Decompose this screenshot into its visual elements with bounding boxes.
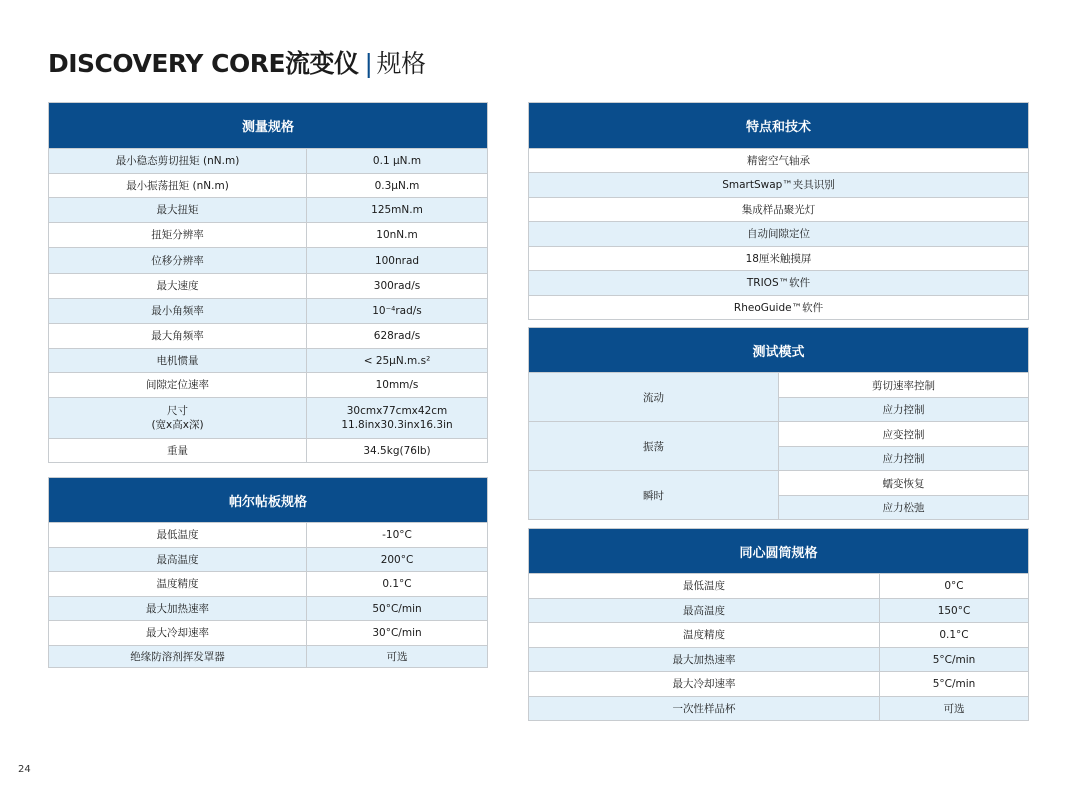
mode-group	[529, 470, 1028, 519]
table-row	[49, 547, 487, 571]
row-label: 最大扭矩	[49, 198, 307, 222]
mode-item: 应力松弛	[779, 495, 1028, 519]
test-modes-table	[528, 327, 1029, 520]
row-value: 0.1°C	[382, 578, 412, 590]
mode-item: 蠕变恢复	[779, 471, 1028, 495]
row-value-line1: 30cmx77cmx42cm	[346, 405, 448, 417]
table-row	[49, 571, 487, 596]
page-number: 24	[18, 764, 31, 775]
table-row	[49, 438, 487, 462]
row-value	[307, 398, 487, 438]
table-row	[49, 522, 487, 547]
mode-group-name: 流动	[529, 373, 779, 421]
measurement-spec-header: 测量规格	[49, 103, 487, 148]
table-row	[49, 197, 487, 222]
row-label: 一次性样品杯	[529, 697, 880, 720]
measurement-spec-table	[48, 102, 488, 463]
row-value: 可选	[386, 650, 408, 663]
row-label: 最小角频率	[49, 299, 307, 323]
mode-group	[529, 421, 1028, 470]
table-row	[49, 173, 487, 197]
list-item	[529, 148, 1028, 172]
mode-group-name: 瞬时	[529, 471, 779, 519]
row-value: 150°C	[937, 604, 971, 617]
table-row	[529, 647, 1028, 671]
table-row	[49, 645, 487, 667]
feature-label: RheoGuide™软件	[733, 301, 824, 314]
row-label: 最高温度	[529, 599, 880, 622]
table-row	[49, 298, 487, 323]
table-row	[529, 598, 1028, 622]
row-value: 50°C/min	[372, 602, 422, 615]
row-label: 位移分辨率	[49, 248, 307, 273]
table-row	[49, 397, 487, 438]
concentric-spec-table	[528, 528, 1029, 721]
list-item	[529, 246, 1028, 270]
row-label: 最高温度	[49, 548, 307, 571]
feature-label: 自动间隙定位	[747, 228, 810, 240]
list-item	[529, 295, 1028, 319]
list-item	[529, 221, 1028, 246]
table-row	[529, 573, 1028, 598]
row-label: 最大速度	[49, 274, 307, 298]
row-value: 125mN.m	[371, 204, 423, 216]
title-separator: |	[364, 49, 373, 78]
feature-label: TRIOS™软件	[746, 277, 811, 289]
row-label: 间隙定位速率	[49, 373, 307, 397]
table-row	[49, 596, 487, 620]
row-label: 最低温度	[529, 574, 880, 598]
row-label: 扭矩分辨率	[49, 223, 307, 247]
table-row	[49, 247, 487, 273]
row-value: 可选	[943, 702, 965, 715]
mode-item: 剪切速率控制	[779, 373, 1028, 397]
page-title	[48, 44, 425, 80]
row-value: 10⁻⁴rad/s	[372, 305, 422, 317]
mode-item: 应变控制	[779, 422, 1028, 446]
row-label: 最大冷却速率	[49, 621, 307, 645]
features-header: 特点和技术	[529, 103, 1028, 148]
row-label: 最大加热速率	[49, 597, 307, 620]
page-title-sub: 规格	[376, 49, 426, 78]
row-value: 300rad/s	[373, 280, 421, 292]
row-value: 100nrad	[374, 254, 420, 267]
row-label: 最大冷却速率	[529, 672, 880, 696]
table-row	[529, 696, 1028, 720]
mode-group-name: 振荡	[529, 422, 779, 470]
row-value: 10mm/s	[375, 379, 419, 391]
list-item	[529, 270, 1028, 295]
mode-item: 应力控制	[779, 446, 1028, 470]
table-row	[49, 323, 487, 348]
row-label-line1: 尺寸	[167, 405, 188, 417]
concentric-spec-header: 同心圆筒规格	[529, 529, 1028, 573]
mode-group	[529, 372, 1028, 421]
row-value: 0.1°C	[939, 629, 969, 641]
row-value: 34.5kg(76lb)	[363, 444, 431, 457]
row-value: 0°C	[944, 580, 964, 592]
table-row	[529, 622, 1028, 647]
table-row	[49, 273, 487, 298]
feature-label: 集成样品聚光灯	[741, 203, 816, 216]
table-row	[49, 348, 487, 372]
table-row	[49, 620, 487, 645]
row-value: 200°C	[380, 553, 414, 566]
mode-item: 应力控制	[779, 397, 1028, 421]
row-label: 温度精度	[49, 572, 307, 596]
row-label: 最低温度	[49, 523, 307, 547]
row-label: 最小稳态剪切扭矩 (nN.m)	[49, 149, 307, 173]
row-value: 10nN.m	[376, 229, 418, 241]
row-value: 628rad/s	[373, 330, 421, 342]
row-label: 温度精度	[529, 623, 880, 647]
feature-label: 精密空气轴承	[747, 154, 810, 167]
page-title-main: DISCOVERY CORE流变仪	[48, 49, 359, 78]
row-label: 绝缘防溶剂挥发罩器	[49, 646, 307, 667]
feature-label: 18厘米触摸屏	[745, 252, 812, 265]
row-value: 30°C/min	[372, 627, 422, 639]
row-value: 0.1 μN.m	[372, 155, 422, 167]
feature-label: SmartSwap™夹具识别	[722, 179, 835, 191]
row-value: 5°C/min	[932, 678, 976, 690]
list-item	[529, 172, 1028, 197]
table-row	[529, 671, 1028, 696]
row-label: 电机惯量	[49, 349, 307, 372]
row-value-line2: 11.8inx30.3inx16.3in	[341, 419, 453, 431]
features-table	[528, 102, 1029, 320]
row-value: 0.3μN.m	[374, 179, 420, 192]
peltier-spec-header: 帕尔帖板规格	[49, 478, 487, 522]
peltier-spec-table	[48, 477, 488, 668]
row-label: 重量	[49, 439, 307, 462]
row-label	[49, 398, 307, 438]
row-label: 最小振荡扭矩 (nN.m)	[49, 174, 307, 197]
row-value: -10°C	[382, 529, 412, 541]
test-modes-header: 测试模式	[529, 328, 1028, 372]
row-label: 最大加热速率	[529, 648, 880, 671]
row-value: 5°C/min	[932, 653, 976, 666]
table-row	[49, 222, 487, 247]
row-label: 最大角频率	[49, 324, 307, 348]
table-row	[49, 148, 487, 173]
row-label-line2: (宽x高x深)	[151, 419, 204, 431]
table-row	[49, 372, 487, 397]
list-item	[529, 197, 1028, 221]
row-value: < 25μN.m.s²	[363, 354, 431, 367]
